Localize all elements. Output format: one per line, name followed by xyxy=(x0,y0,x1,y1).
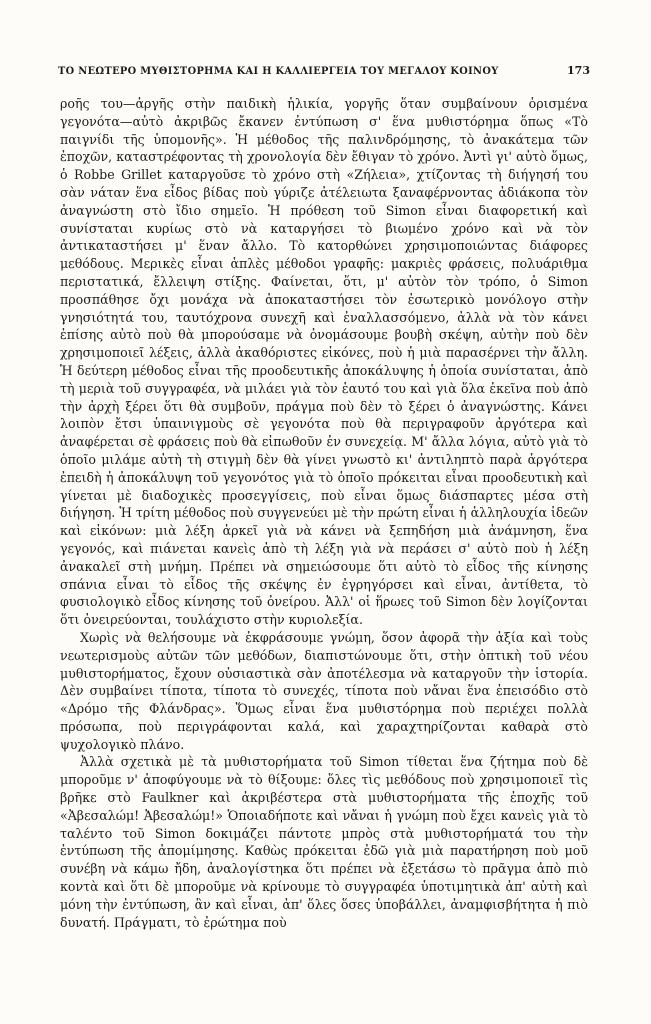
running-title: ΤΟ ΝΕΩΤΕΡΟ ΜΥΘΙΣΤΟΡΗΜΑ ΚΑΙ Η ΚΑΛΛΙΕΡΓΕΙΑ ΤΟΥ ΜΕΓΑΛΟΥ ΚΟΙΝΟΥ xyxy=(58,66,499,77)
paragraph: Χωρὶς νὰ θελήσουμε νὰ ἐκφράσουμε γνώμη, ὅσον ἀφορᾶ τὴν ἀξία καὶ τοὺς νεωτερισμοὺς αὐτῶν τῶν μεθόδων, διαπιστώνουμε ὅτι, στὴν ὀπτικὴ τοῦ νέου μυθιστορήματος, ἔχουν οὐσιαστικὰ σὰν ἀποτέλεσμα νὰ καταργοῦν τὴν ἱστορία. Δὲν συμβαίνει τίποτα, τίποτα τὸ συνεχές, τίποτα ποὺ νἄναι ἕνα ἐπεισόδιο στὸ «Δρόμο τῆς Φλάνδρας». Ὅμως εἶναι ἕνα μυθιστόρημα ποὺ περιέχει πολλὰ πρόσωπα, ποὺ περιγράφονται καλά, καὶ χαραχτηρίζονται καθαρὰ στὸ ψυχολογικὸ πλάνο. xyxy=(60,629,588,752)
running-header xyxy=(58,64,590,77)
page-number: 173 xyxy=(567,64,590,77)
paragraph: Ἀλλὰ σχετικὰ μὲ τὰ μυθιστορήματα τοῦ Simon τίθεται ἕνα ζήτημα ποὺ δὲ μποροῦμε ν' ἀποφύγουμε νὰ τὸ θίξουμε: ὅλες τὶς μεθόδους ποὺ χρησιμοποιεῖ τὶς βρῆκε στὸ Faulkner καὶ ἀκριβέστερα στὰ μυθιστορήματα τῆς ἐποχῆς τοῦ «Ἀβεσαλώμ! Ἀβεσαλώμ!» Ὁποιαδήποτε καὶ νἄναι ἡ γνώμη ποὺ ἔχει κανεὶς γιὰ τὸ ταλέντο τοῦ Simon δοκιμάζει πάντοτε μπρὸς στὰ μυθιστορήματά του τὴν ἐντύπωση τῆς ἀπομίμησης. Καθὼς πρόκειται ἐδῶ γιὰ μιὰ παρατήρηση ποὺ μοῦ συνέβη νὰ κάμω ἤδη, ἀναλογίστηκα ὅτι πρέπει νὰ ἐξετάσω τὸ πρᾶγμα ἀπὸ πιὸ κοντὰ καὶ ὅτι δὲ μποροῦμε νὰ κρίνουμε τὸ συγγραφέα ὑποτιμητικὰ ἀπ' αὐτὴ καὶ μόνη τὴν ἐντύπωση, ἂν καὶ εἶναι, ἀπ' ὅλες ὅσες ὑποβάλλει, ἀναμφισβήτητα ἡ πιὸ δυνατή. Πράγματι, τὸ ἐρώτημα ποὺ xyxy=(60,754,588,930)
paragraph: ροῆς του—ἀργῆς στὴν παιδικὴ ἡλικία, γοργῆς ὅταν συμβαίνουν ὁρισμένα γεγονότα—αὐτὸ ἀκριβῶς ἔκανεν ἐντύπωση σ' ἕνα μυθιστόρημα ὅπως «Τὸ παιγνίδι τῆς ὑπομονῆς». Ἡ μέθοδος τῆς παλινδρόμησης, τὸ ἀνακάτεμα τῶν ἐποχῶν, καταστρέφοντας τὴ χρονολογία δὲν ἔθιγαν τὸ χρόνο. Ἀντὶ γι' αὐτὸ ὅμως, ὁ Robbe Grillet καταργοῦσε τὸ χρόνο στὴ «Ζήλεια», χτίζοντας τὴ διήγησή του σὰν νάταν ἕνα εἶδος βίδας ποὺ γύριζε ἀτέλειωτα ξαναφέρνοντας ἀδιάκοπα τὸν ἀναγνώστη στὸ ἴδιο σημεῖο. Ἡ πρόθεση τοῦ Simon εἶναι διαφορετική καὶ συνίσταται κυρίως στὸ νὰ καταργήσει τὸ βιωμένο χρόνο καὶ νὰ τὸν ἀντικαταστήσει μ' ἕναν ἄλλο. Τὸ κατορθώνει χρησιμοποιώντας διάφορες μεθόδους. Μερικὲς εἶναι ἁπλὲς μέθοδοι γραφῆς: μακριὲς φράσεις, πολυάριθμα περιστατικά, ἔλλειψη στίξης. Φαίνεται, ὅτι, μ' αὐτὸν τὸν τρόπο, ὁ Simon προσπάθησε ὄχι μονάχα νὰ ἀποκαταστήσει τὸν ἐσωτερικὸ μονόλογο στὴν γνησιότητά του, ταυτόχρονα συνεχῆ καὶ ἐναλλασσόμενο, ἀλλὰ νὰ τὸν κάνει ἐπίσης αὐτὸ ποὺ θὰ μπορούσαμε νὰ ὀνομάσουμε βουβὴ σκέψη, αὐτὴν ποὺ δὲν χρησιμοποιεῖ λέξεις, ἀλλὰ ἀκαθόριστες εἰκόνες, ποὺ ἡ μιὰ παρασέρνει τὴν ἄλλη. Ἡ δεύτερη μέθοδος εἶναι τῆς προοδευτικῆς ἀποκάλυψης ἡ ὁποία συνίσταται, ἀπὸ τὴ μεριὰ τοῦ συγγραφέα, νὰ μιλάει γιὰ τὸν ἑαυτό του καὶ γιὰ ὅλα ἐκεῖνα ποὺ ἀπὸ τὴν ἀρχὴ ξέρει ὅτι θὰ συμβοῦν, πράγμα ποὺ δὲν τὸ ξέρει ὁ ἀναγνώστης. Κάνει λοιπὸν ἔτσι ὑπαινιγμοὺς σὲ γεγονότα ποὺ θὰ περιγραφοῦν ἀργότερα καὶ ἀναφέρεται σὲ φράσεις ποὺ θὰ εἰπωθοῦν ἐν συνεχείᾳ. Μ' ἄλλα λόγια, αὐτὸ γιὰ τὸ ὁποῖο μιλάμε αὐτὴ τὴ στιγμὴ δὲν θὰ γίνει γνωστὸ κι' ἀντιληπτὸ παρὰ ἀργότερα ἐπειδὴ ἡ ἀποκάλυψη τοῦ γεγονότος γιὰ τὸ ὁποῖο πρόκειται εἶναι προοδευτικὴ καὶ γίνεται μὲ διαδοχικὲς προσεγγίσεις, ποὺ εἶναι ὅμως διάσπαρτες μέσα στὴ διήγηση. Ἡ τρίτη μέθοδος ποὺ συγγενεύει μὲ τὴν πρώτη εἶναι ἡ ἀλληλουχία ἰδεῶν καὶ εἰκόνων: μιὰ λέξη ἀρκεῖ γιὰ νὰ κάνει νὰ ξεπηδήση μιὰ ἀνάμνηση, ἕνα γεγονός, καὶ πιάνεται κανεὶς ἀπὸ τὴ λέξη γιὰ νὰ περάσει σ' αὐτὸ ποὺ ἡ λέξη ἀνακαλεῖ στὴ μνήμη. Πρέπει νὰ σημειώσουμε ὅτι αὐτὸ τὸ εἶδος τῆς κίνησης σπάνια εἶναι τὸ εἶδος τῆς σκέψης ἐν ἐγρηγόρσει καὶ εἶναι, ἀντίθετα, τὸ φυσιολογικὸ εἶδος κίνησης τοῦ ὀνείρου. Ἀλλ' οἱ ἥρωες τοῦ Simon δὲν λογίζονται ὅτι ὀνειρεύονται, τουλάχιστο στὴν κυριολεξία. xyxy=(60,96,588,628)
body-text xyxy=(60,95,588,931)
